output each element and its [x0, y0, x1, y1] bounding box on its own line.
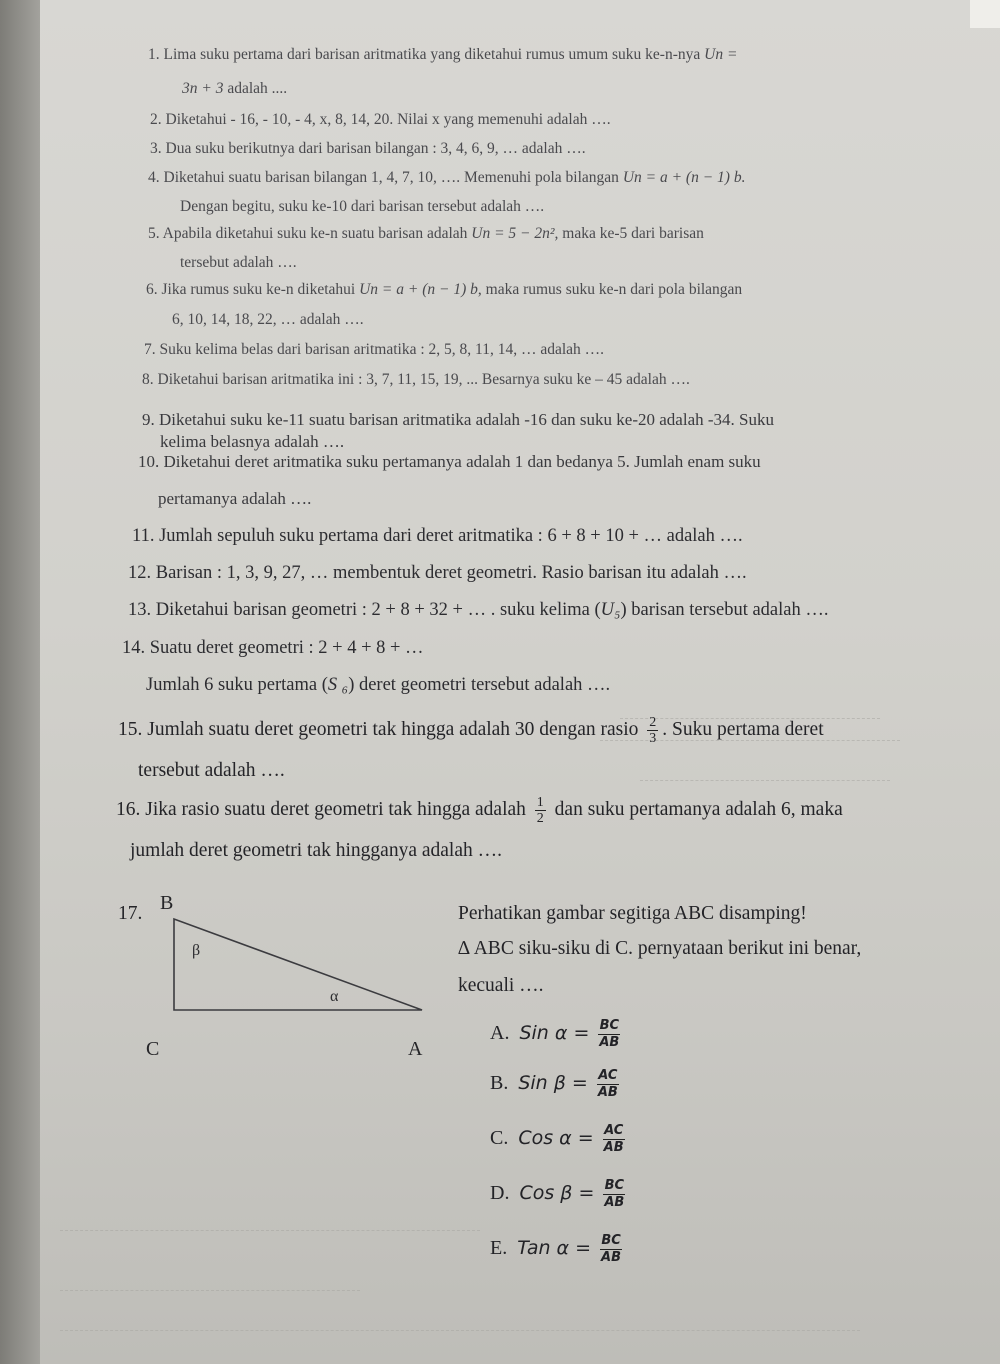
option-d-fraction: $\frac{BC}{AB}$: [604, 1178, 625, 1210]
question-13: 13. Diketahui barisan geometri : 2 + 8 + 32 + … . suku kelima (U₅) barisan tersebut adalah ….: [128, 600, 829, 620]
question-9-cont: kelima belasnya adalah ….: [160, 432, 345, 451]
option-a-fraction: $\frac{BC}{AB}$: [599, 1018, 620, 1050]
question-5: 5. Apabila diketahui suku ke-n suatu barisan adalah Un = 5 − 2n², maka ke-5 dari barisan: [148, 225, 704, 242]
desk-shadow: [0, 0, 40, 1364]
option-e-fraction: $\frac{BC}{AB}$: [601, 1233, 622, 1265]
question-4: 4. Diketahui suatu barisan bilangan 1, 4, 7, 10, …. Memenuhi pola bilangan Un = a + (n − 1) b.: [148, 169, 746, 186]
question-2: 2. Diketahui - 16, - 10, - 4, x, 8, 14, 20. Nilai x yang memenuhi adalah ….: [150, 111, 611, 128]
question-10-cont: pertamanya adalah ….: [158, 489, 312, 508]
fraction-one-half: $\frac{1}{2}$: [536, 795, 544, 826]
question-15: 15. Jumlah suatu deret geometri tak hingga adalah 30 dengan rasio $\frac{2}{3}$ . Suku pertama deret: [118, 715, 824, 746]
paper-corner: [970, 0, 1000, 28]
question-4-cont: Dengan begitu, suku ke-10 dari barisan tersebut adalah ….: [180, 198, 545, 215]
question-11: 11. Jumlah sepuluh suku pertama dari deret aritmatika : 6 + 8 + 10 + … adalah ….: [132, 526, 743, 546]
vertex-label-b: B: [160, 895, 174, 914]
option-a[interactable]: A. Sin α = $\frac{BC}{AB}$: [490, 1018, 620, 1050]
question-6: 6. Jika rumus suku ke-n diketahui Un = a + (n − 1) b, maka rumus suku ke-n dari pola bilangan: [146, 281, 743, 298]
option-e[interactable]: E. Tan α = $\frac{BC}{AB}$: [490, 1233, 622, 1265]
option-c-fraction: $\frac{AC}{AB}$: [603, 1123, 624, 1155]
question-14-cont: Jumlah 6 suku pertama (S ₆) deret geometri tersebut adalah ….: [146, 675, 611, 695]
question-9: 9. Diketahui suku ke-11 suatu barisan aritmatika adalah -16 dan suku ke-20 adalah -34. Suku: [142, 410, 774, 429]
question-17-line3: kecuali ….: [458, 975, 544, 996]
question-3: 3. Dua suku berikutnya dari barisan bilangan : 3, 4, 6, 9, … adalah ….: [150, 140, 586, 157]
question-14: 14. Suatu deret geometri : 2 + 4 + 8 + …: [122, 638, 424, 658]
question-15-cont: tersebut adalah ….: [138, 760, 285, 781]
option-b[interactable]: B. Sin β = $\frac{AC}{AB}$: [490, 1068, 618, 1100]
fraction-two-thirds: $\frac{2}{3}$: [649, 715, 657, 746]
question-17-line2: ∆ ABC siku-siku di C. pernyataan berikut ini benar,: [458, 938, 862, 959]
angle-label-beta: β: [192, 942, 201, 959]
show-through-lines: [60, 1330, 860, 1343]
question-8: 8. Diketahui barisan aritmatika ini : 3, 7, 11, 15, 19, ... Besarnya suku ke – 45 adalah ….: [142, 371, 690, 388]
vertex-label-a: A: [408, 1038, 423, 1060]
question-16-cont: jumlah deret geometri tak hingganya adalah ….: [130, 840, 502, 861]
option-c[interactable]: C. Cos α = $\frac{AC}{AB}$: [490, 1123, 624, 1155]
question-5-cont: tersebut adalah ….: [180, 254, 297, 271]
angle-label-alpha: α: [330, 988, 339, 1005]
question-12: 12. Barisan : 1, 3, 9, 27, … membentuk deret geometri. Rasio barisan itu adalah ….: [128, 563, 747, 583]
triangle-abc-diagram: [130, 895, 460, 1095]
question-17-line1: Perhatikan gambar segitiga ABC disamping!: [458, 903, 807, 924]
question-1: 1. Lima suku pertama dari barisan aritmatika yang diketahui rumus umum suku ke-n-nya Un =: [148, 46, 738, 63]
question-10: 10. Diketahui deret aritmatika suku pertamanya adalah 1 dan bedanya 5. Jumlah enam suku: [138, 452, 761, 471]
option-b-fraction: $\frac{AC}{AB}$: [597, 1068, 618, 1100]
show-through-lines: [60, 1230, 480, 1243]
question-1-cont: 3n + 3 adalah ....: [182, 80, 288, 97]
question-6-cont: 6, 10, 14, 18, 22, … adalah ….: [172, 311, 364, 328]
show-through-lines: [640, 780, 890, 793]
show-through-lines: [620, 718, 880, 731]
triangle-shape: [174, 919, 422, 1010]
show-through-lines: [60, 1290, 360, 1303]
option-d[interactable]: D. Cos β = $\frac{BC}{AB}$: [490, 1178, 625, 1210]
question-7: 7. Suku kelima belas dari barisan aritmatika : 2, 5, 8, 11, 14, … adalah ….: [144, 341, 605, 358]
question-17-number: 17.: [118, 903, 143, 924]
vertex-label-c: C: [146, 1038, 160, 1060]
question-16: 16. Jika rasio suatu deret geometri tak hingga adalah $\frac{1}{2}$ dan suku pertamanya adalah 6, maka: [116, 795, 843, 826]
show-through-lines: [600, 740, 900, 753]
